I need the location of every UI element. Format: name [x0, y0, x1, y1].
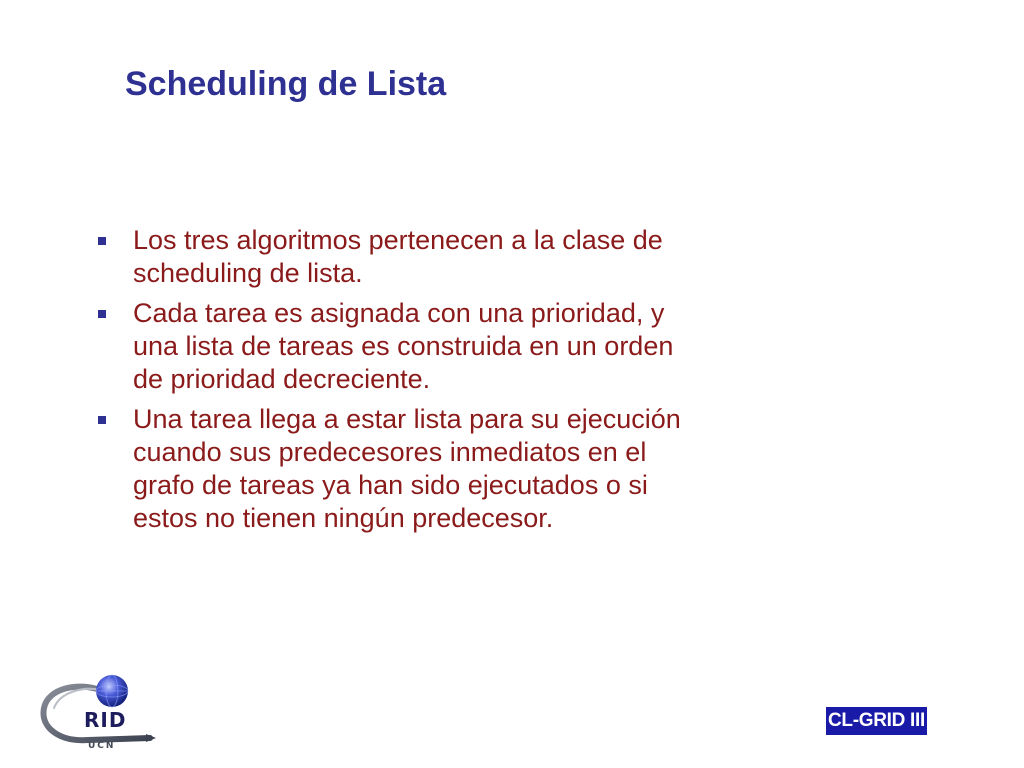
- svg-text:UCN: UCN: [88, 741, 116, 750]
- bullet-line: Los tres algoritmos pertenecen a la clase de: [133, 225, 663, 255]
- bullet-line: Una tarea llega a estar lista para su ejecución: [133, 404, 681, 434]
- square-bullet-icon: [98, 416, 106, 424]
- bullet-line: Cada tarea es asignada con una prioridad, y: [133, 298, 665, 328]
- bullet-line: cuando sus predecesores inmediatos en el: [133, 437, 647, 467]
- grid-logo-icon: [38, 672, 170, 750]
- bullet-line: una lista de tareas es construida en un orden: [133, 331, 674, 361]
- bullet-item: [96, 403, 836, 535]
- square-bullet-icon: [98, 310, 106, 318]
- square-bullet-icon: [98, 237, 106, 245]
- svg-text:RID: RID: [84, 708, 127, 732]
- course-badge: CL-GRID III: [826, 707, 927, 735]
- slide-title: Scheduling de Lista: [125, 65, 447, 103]
- bullet-item: [96, 297, 836, 396]
- bullet-line: grafo de tareas ya han sido ejecutados o si: [133, 470, 648, 500]
- bullet-line: scheduling de lista.: [133, 258, 363, 288]
- bullet-item: [96, 224, 836, 290]
- bullet-line: estos no tienen ningún predecesor.: [133, 503, 554, 533]
- bullet-line: de prioridad decreciente.: [133, 364, 431, 394]
- bullet-list: [96, 224, 836, 542]
